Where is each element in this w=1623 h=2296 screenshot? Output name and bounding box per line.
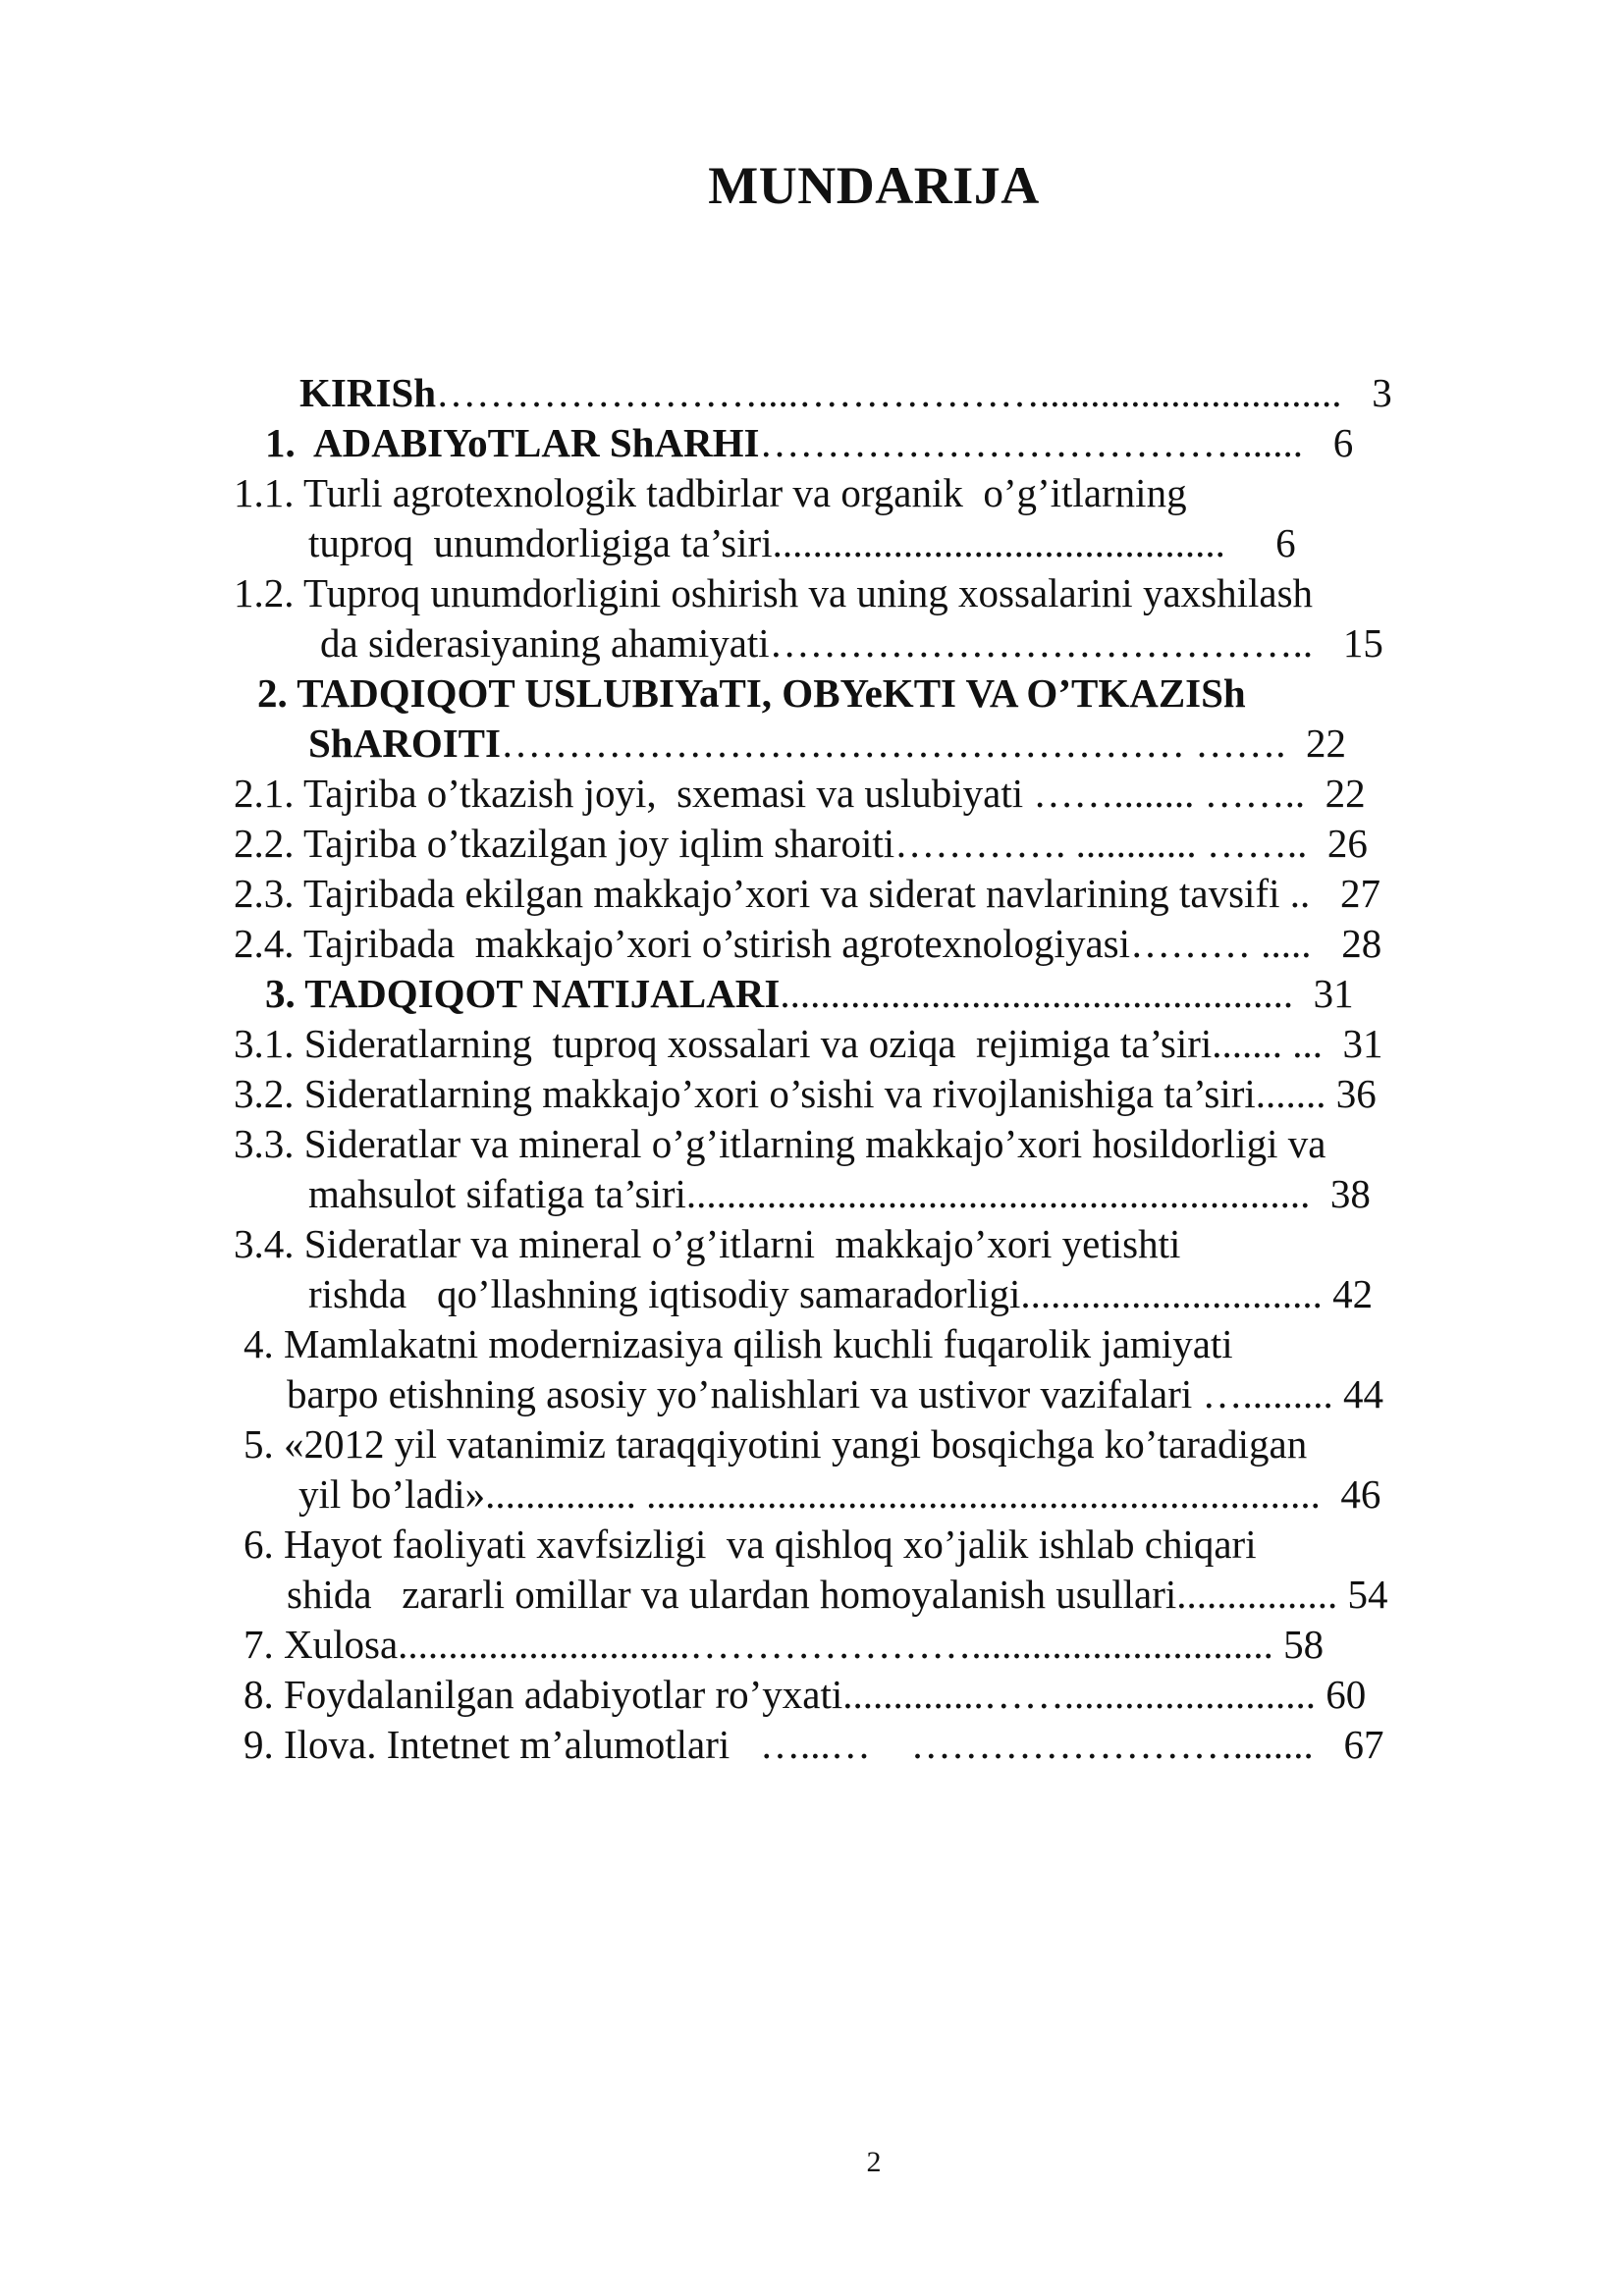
toc-entry-1-2 bbox=[234, 567, 1313, 618]
toc-entry-title: 7. Xulosa.............................………………….............................. 58 bbox=[243, 1622, 1325, 1667]
toc-entry-title: 8. Foydalanilgan adabiyotlar ro’yxati..............……......................... 60 bbox=[243, 1672, 1367, 1717]
toc-entry-title: 2.2. Tajriba o’tkazilgan joy iqlim sharoiti…………. ............ …….. 26 bbox=[234, 821, 1368, 866]
toc-entry-title: mahsulot sifatiga ta’siri.............................................................. 38 bbox=[308, 1171, 1371, 1216]
toc-entry-leader: ……………………....……………….............................. 3 bbox=[436, 370, 1392, 415]
toc-entry-leader: ………………………………...... 6 bbox=[759, 420, 1354, 465]
toc-entry-3-3-cont bbox=[308, 1168, 1371, 1219]
toc-entry-title: 1. ADABIYoTLAR ShARHI bbox=[265, 420, 760, 465]
toc-entry-leader: …………………………………………… ……. 22 bbox=[500, 721, 1346, 766]
toc-entry-title: 5. «2012 yil vatanimiz taraqqiyotini yangi bosqichga ko’taradigan bbox=[243, 1421, 1308, 1467]
toc-entry-title: 3.2. Sideratlarning makkajo’xori o’sishi va rivojlanishiga ta’siri....... 36 bbox=[234, 1071, 1377, 1116]
toc-entry-6-cont bbox=[287, 1569, 1388, 1620]
toc-entry-3-2 bbox=[234, 1068, 1377, 1119]
toc-entry-title: 9. Ilova. Intetnet m’alumotlari …...… ……………………........ 67 bbox=[243, 1722, 1384, 1767]
toc-entry-chapter-2 bbox=[257, 667, 1246, 719]
toc-entry-1-1 bbox=[234, 467, 1187, 518]
toc-entry-title: 2.4. Tajribada makkajo’xori o’stirish agrotexnologiyasi……… ..... 28 bbox=[234, 921, 1382, 966]
toc-entry-title: 6. Hayot faoliyati xavfsizligi va qishloq xo’jalik ishlab chiqari bbox=[243, 1522, 1257, 1567]
toc-entry-chapter-3 bbox=[265, 968, 1354, 1019]
toc-entry-6 bbox=[243, 1519, 1257, 1570]
table-of-contents bbox=[0, 367, 1623, 1800]
toc-entry-8 bbox=[243, 1669, 1366, 1720]
toc-entry-title: KIRISh bbox=[299, 370, 437, 415]
toc-entry-5 bbox=[243, 1418, 1307, 1469]
toc-entry-title: ShAROITI bbox=[308, 721, 501, 766]
toc-entry-chapter-2-cont bbox=[308, 718, 1346, 769]
toc-entry-title: tuproq unumdorligiga ta’siri............................................. 6 bbox=[308, 520, 1296, 565]
toc-entry-title: 1.1. Turli agrotexnologik tadbirlar va organik o’g’itlarning bbox=[234, 470, 1187, 515]
toc-entry-4-cont bbox=[287, 1368, 1383, 1419]
toc-entry-title: 3.4. Sideratlar va mineral o’g’itlarni makkajo’xori yetishti bbox=[234, 1221, 1181, 1266]
toc-entry-kirish bbox=[299, 367, 1392, 418]
toc-entry-3-4 bbox=[234, 1218, 1180, 1269]
toc-entry-1-1-cont bbox=[308, 517, 1296, 568]
toc-entry-title: yil bo’ladi»............... ................................................................... 46 bbox=[298, 1471, 1381, 1517]
toc-entry-title: 3.3. Sideratlar va mineral o’g’itlarning makkajo’xori hosildorligi va bbox=[234, 1121, 1326, 1166]
toc-entry-5-cont bbox=[298, 1468, 1380, 1520]
toc-entry-2-4 bbox=[234, 918, 1381, 969]
toc-entry-title: 3. TADQIQOT NATIJALARI bbox=[265, 971, 781, 1016]
toc-entry-3-4-cont bbox=[308, 1268, 1373, 1319]
page-title: MUNDARIJA bbox=[708, 156, 1040, 215]
toc-entry-title: 2.3. Tajribada ekilgan makkajo’xori va siderat navlarining tavsifi .. 27 bbox=[234, 871, 1380, 916]
toc-entry-title: 1.2. Tuproq unumdorligini oshirish va uning xossalarini yaxshilash bbox=[234, 570, 1314, 615]
toc-entry-1-2-cont bbox=[320, 617, 1383, 668]
toc-entry-title: 2. TADQIQOT USLUBIYaTI, OBYeKTI VA O’TKAZISh bbox=[257, 670, 1246, 716]
toc-entry-title: rishda qo’llashning iqtisodiy samaradorligi.............................. 42 bbox=[308, 1271, 1374, 1316]
toc-entry-7 bbox=[243, 1619, 1324, 1670]
toc-entry-title: 2.1. Tajriba o’tkazish joyi, sxemasi va uslubiyati ……........ …….. 22 bbox=[234, 771, 1366, 816]
toc-entry-chapter-1 bbox=[265, 417, 1353, 468]
toc-entry-leader: ................................................... 31 bbox=[780, 971, 1354, 1016]
toc-entry-title: shida zararli omillar va ulardan homoyalanish usullari................ 54 bbox=[287, 1572, 1388, 1617]
toc-entry-3-1 bbox=[234, 1018, 1383, 1069]
toc-entry-title: 4. Mamlakatni modernizasiya qilish kuchli fuqarolik jamiyati bbox=[243, 1321, 1233, 1366]
toc-entry-title: da siderasiyaning ahamiyati………………………………….. 15 bbox=[320, 620, 1383, 666]
toc-entry-2-2 bbox=[234, 818, 1368, 869]
toc-entry-9 bbox=[243, 1719, 1384, 1770]
toc-entry-title: 3.1. Sideratlarning tuproq xossalari va oziqa rejimiga ta’siri....... ... 31 bbox=[234, 1021, 1383, 1066]
toc-entry-title: barpo etishning asosiy yo’nalishlari va ustivor vazifalari …......... 44 bbox=[287, 1371, 1384, 1416]
toc-entry-3-3 bbox=[234, 1118, 1325, 1169]
toc-entry-2-3 bbox=[234, 868, 1380, 919]
toc-entry-4 bbox=[243, 1318, 1233, 1369]
page-number: 2 bbox=[866, 2146, 882, 2178]
toc-entry-2-1 bbox=[234, 768, 1366, 819]
